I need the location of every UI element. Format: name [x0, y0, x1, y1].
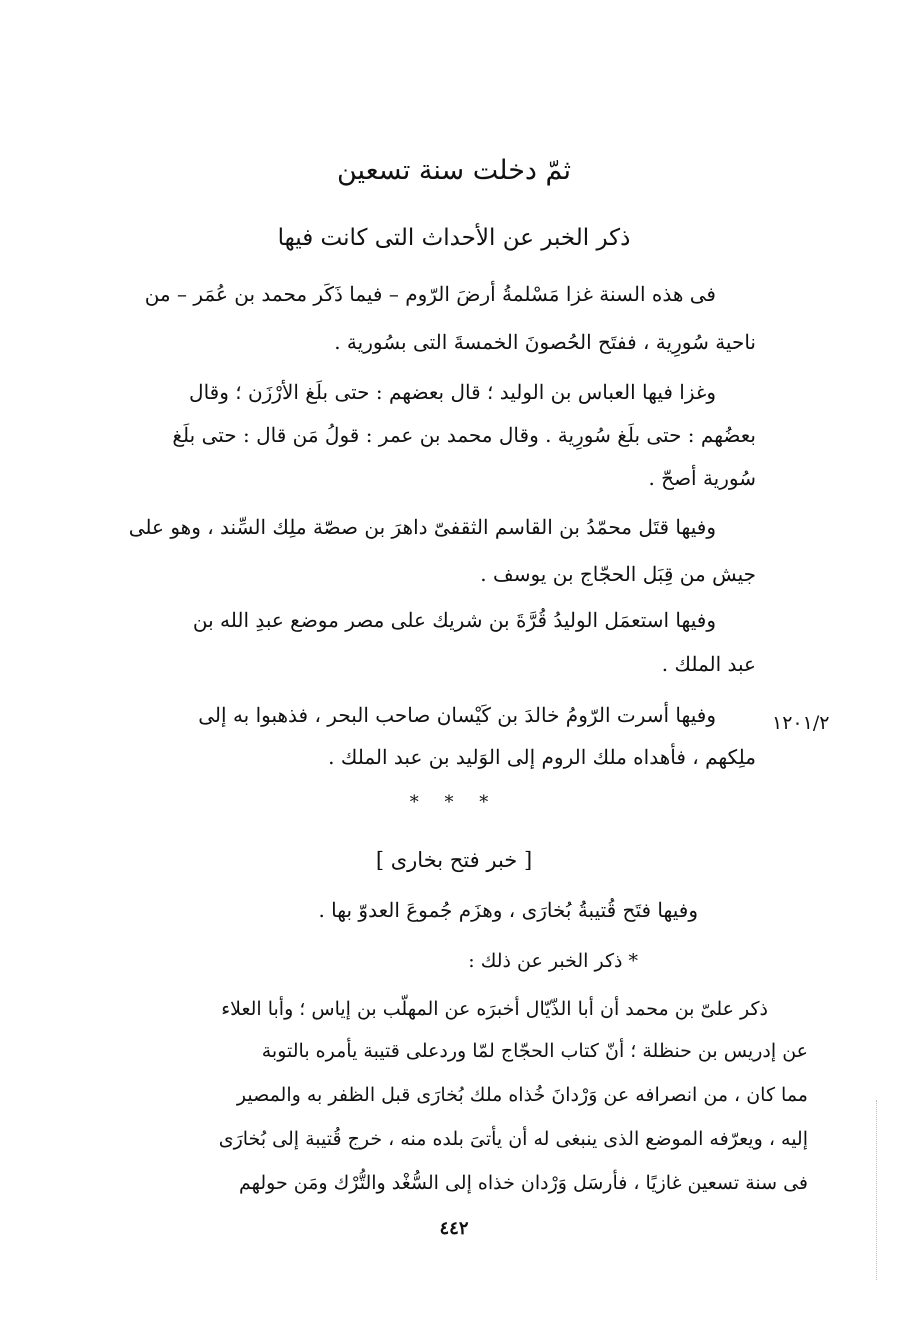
report-heading: * ذكر الخبر عن ذلك :	[468, 950, 638, 972]
paragraph-line: وغزا فيها العباس بن الوليد ؛ قال بعضهم : حتى بلَغ الأرْزَن ؛ وقال	[189, 380, 716, 404]
paragraph-line: وفيها قتَل محمّدُ بن القاسم الثقفىّ داهرَ بن صصّة ملِك السِّند ، وهو على	[128, 515, 716, 539]
report-line: ذكر علىّ بن محمد أن أبا الذّيّال أخبرَه عن المهلّب بن إياس ؛ وأبا العلاء	[221, 998, 768, 1020]
paragraph-line: وفيها استعمَل الوليدُ قُرَّةَ بن شريك على مصر موضع عبدِ الله بن	[192, 608, 716, 632]
report-line: مما كان ، من انصرافه عن وَرْدانَ خُذاه ملك بُخارَى قبل الظفر به والمصير	[236, 1084, 808, 1106]
page-edge-mark	[876, 1100, 878, 1280]
separator-stars: * * *	[409, 792, 499, 813]
section-heading: ذكر الخبر عن الأحداث التى كانت فيها	[277, 225, 631, 251]
report-line: فى سنة تسعين غازيًا ، فأرسَل وَرْدان خذاه إلى السُّغْد والتُّرْك ومَن حولهم	[238, 1172, 808, 1194]
paragraph-line: جيش من قِبَل الحجّاج بن يوسف .	[480, 562, 756, 586]
paragraph-line: سُورية أصحّ .	[648, 466, 756, 490]
margin-reference: ١٢٠١/٢	[772, 712, 830, 734]
paragraph-line: فى هذه السنة غزا مَسْلمةُ أرضَ الرّوم – فيما ذَكَر محمد بن عُمَر – من	[144, 282, 716, 306]
paragraph-line: بعضُهم : حتى بلَغ سُورِية . وقال محمد بن عمر : قولُ مَن قال : حتى بلَغ	[172, 423, 756, 447]
report-line: عن إدريس بن حنظلة ؛ أنّ كتاب الحجّاج لمّا وردعلى قتيبة يأمره بالتوبة	[261, 1040, 808, 1062]
paragraph-line: عبد الملك .	[661, 652, 756, 676]
section-title: [ خبر فتح بخارى ]	[375, 848, 533, 872]
paragraph-line: ملِكهم ، فأهداه ملك الروم إلى الوَليد بن عبد الملك .	[328, 745, 756, 769]
paragraph-line: ناحية سُورِية ، ففتَح الحُصونَ الخمسةَ التى بسُورية .	[334, 330, 756, 354]
paragraph-line: وفيها أسرت الرّومُ خالدَ بن كَيْسان صاحب البحر ، فذهبوا به إلى	[198, 703, 716, 727]
report-line: إليه ، ويعرّفه الموضع الذى ينبغى له أن يأتىَ بلده منه ، خرج قُتيبة إلى بُخارَى	[218, 1128, 808, 1150]
page-title: ثمّ دخلت سنة تسعين	[337, 155, 571, 186]
page-number: ٤٤٢	[439, 1218, 469, 1239]
section-intro: وفيها فتَح قُتيبةُ بُخارَى ، وهزَم جُموعَ العدوّ بها .	[318, 898, 698, 922]
